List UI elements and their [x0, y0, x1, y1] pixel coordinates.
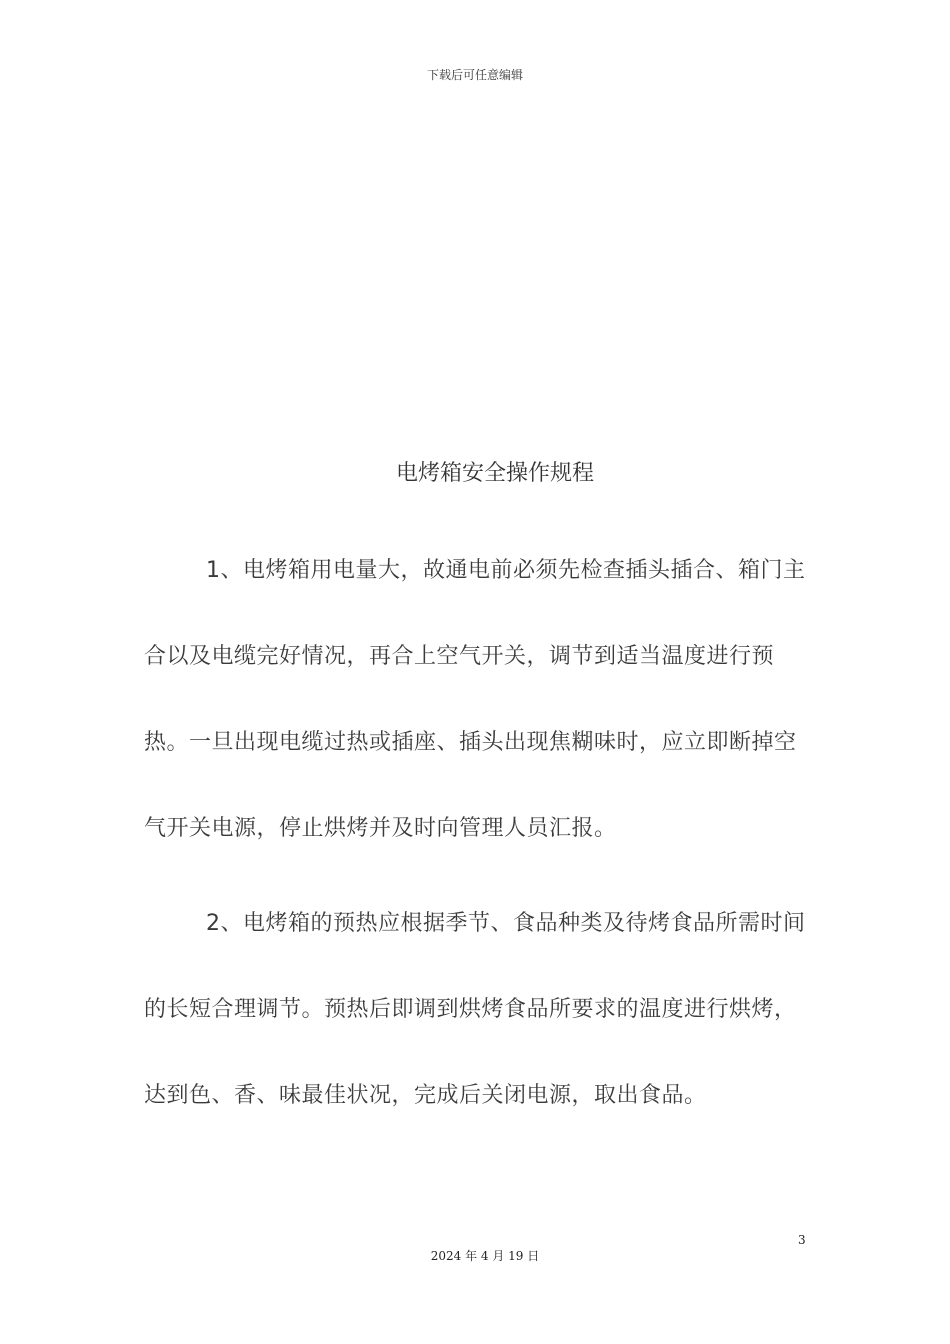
document-title: 电烤箱安全操作规程	[395, 461, 594, 486]
paragraph-2: 2、电烤箱的预热应根据季节、食品种类及待烤食品所需时间的长短合理调节。预热后即调到烘烤食品所要求的温度进行烘烤，达到色、香、味最佳状况，完成后关闭电源，取出食品。	[144, 911, 806, 1108]
footer-date: 2024 年 4 月 19 日	[430, 1249, 540, 1263]
paragraph-1: 1、电烤箱用电量大，故通电前必须先检查插头插合、箱门主合以及电缆完好情况，再合上空气开关，调节到适当温度进行预热。一旦出现电缆过热或插座、插头出现焦糊味时，应立即断掉空气开关电源，停止烘烤并及时向管理人员汇报。	[144, 558, 806, 841]
header-note: 下载后可任意编辑	[426, 68, 523, 82]
page-number: 3	[798, 1233, 806, 1247]
